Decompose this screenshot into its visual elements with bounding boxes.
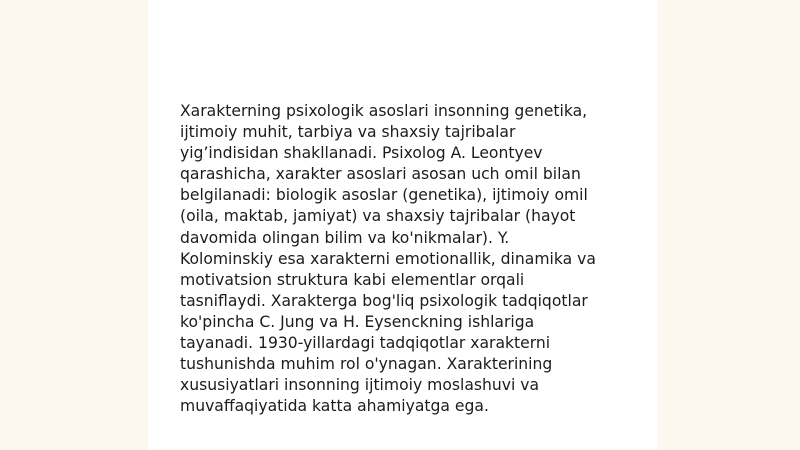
body-paragraph: Xarakterning psixologik asoslari insonning genetika, ijtimoiy muhit, tarbiya va shaxsiy tajribalar yig’indisidan shakllanadi. Psixolog A. Leontyev qarashicha, xarakter asoslari asosan uch omil bilan belgilanadi: biologik asoslar (genetika), ijtimoiy omil (oila, maktab, jamiyat) va shaxsiy tajribalar (hayot davomida olingan bilim va ko'nikmalar). Y. Kolominskiy esa xarakterni emotionallik, dinamika va motivatsion struktura kabi elementlar orqali tasniflaydi. Xarakterga bog'liq psixologik tadqiqotlar ko'pincha C. Jung va H. Eysenckning ishlariga tayanadi. 1930-yillardagi tadqiqotlar xarakterni tushunishda muhim rol o'ynagan. Xarakterining xususiyatlari insonning ijtimoiy moslashuvi va muvaffaqiyatida katta ahamiyatga ega.: [180, 102, 596, 416]
document-page: [148, 0, 657, 450]
